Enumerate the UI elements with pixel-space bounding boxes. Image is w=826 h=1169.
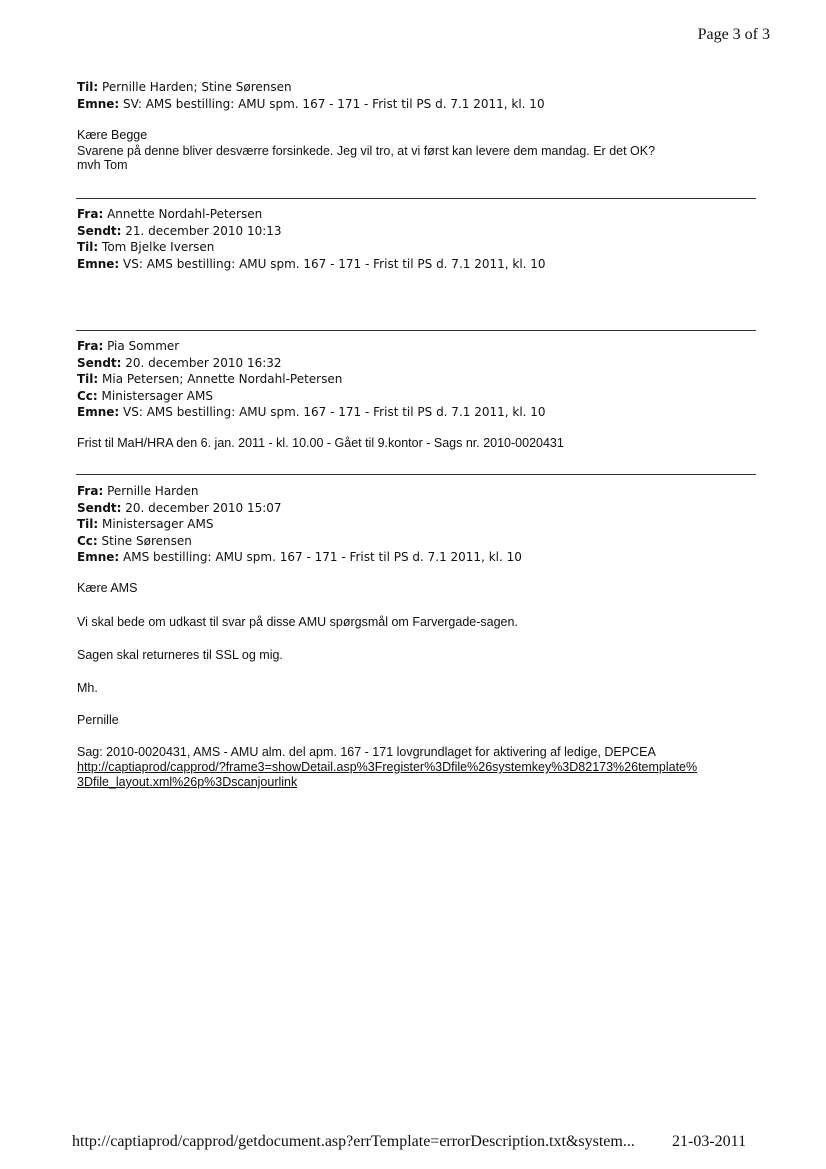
footer-date: 21-03-2011: [672, 1133, 747, 1150]
case-link[interactable]: http://captiaprod/capprod/?frame3=showDetail.asp%3Fregister%3Dfile%26systemkey%3D82173%26template%: [77, 760, 698, 774]
footer-url: http://captiaprod/capprod/getdocument.asp?errTemplate=errorDescription.txt&system...: [72, 1133, 635, 1150]
from-line: Fra: Annette Nordahl-Petersen: [77, 207, 263, 221]
separator: [76, 330, 756, 331]
cc-line: Cc: Ministersager AMS: [77, 388, 213, 403]
subject-line: Emne: SV: AMS bestilling: AMU spm. 167 - 171 - Frist til PS d. 7.1 2011, kl. 10: [77, 96, 545, 111]
subject-line: Emne: AMS bestilling: AMU spm. 167 - 171 - Frist til PS d. 7.1 2011, kl. 10: [77, 550, 522, 564]
body-line: Kære Begge: [77, 128, 148, 142]
email-2-header: [77, 338, 767, 421]
subject-line: Emne: VS: AMS bestilling: AMU spm. 167 - 171 - Frist til PS d. 7.1 2011, kl. 10: [77, 256, 546, 271]
paragraph: Vi skal bede om udkast til svar på disse AMU spørgsmål om Farvergade-sagen.: [77, 615, 518, 629]
body-line: Svarene på denne bliver desværre forsinkede. Jeg vil tro, at vi først kan levere dem mandag. Er det OK?: [77, 143, 656, 158]
case-link-continued[interactable]: 3Dfile_layout.xml%26p%3Dscanjourlink: [77, 775, 298, 789]
case-reference: [77, 745, 767, 790]
subject-line: Emne: VS: AMS bestilling: AMU spm. 167 - 171 - Frist til PS d. 7.1 2011, kl. 10: [77, 405, 546, 419]
closing: Mh.: [77, 681, 98, 695]
case-line: Sag: 2010-0020431, AMS - AMU alm. del apm. 167 - 171 lovgrundlaget for aktivering af ledige, DEPCEA: [77, 745, 656, 759]
paragraph: Sagen skal returneres til SSL og mig.: [77, 648, 283, 662]
email-1-header: [77, 206, 767, 272]
to-line: Til: Pernille Harden; Stine Sørensen: [77, 80, 292, 94]
body-line: mvh Tom: [77, 158, 128, 172]
email-top-body: [77, 127, 767, 173]
page-number: Page 3 of 3: [697, 26, 770, 43]
from-line: Fra: Pernille Harden: [77, 484, 199, 498]
email-top-header: [77, 79, 767, 112]
signature: Pernille: [77, 713, 119, 727]
sent-line: Sendt: 20. december 2010 15:07: [77, 500, 282, 515]
body-line: Frist til MaH/HRA den 6. jan. 2011 - kl. 10.00 - Gået til 9.kontor - Sags nr. 2010-0020431: [77, 436, 564, 450]
from-line: Fra: Pia Sommer: [77, 339, 180, 353]
sent-line: Sendt: 21. december 2010 10:13: [77, 223, 282, 238]
greeting: Kære AMS: [77, 581, 138, 595]
to-line: Til: Mia Petersen; Annette Nordahl-Petersen: [77, 372, 343, 386]
to-line: Til: Tom Bjelke Iversen: [77, 240, 215, 254]
email-3-header: [77, 483, 767, 566]
cc-line: Cc: Stine Sørensen: [77, 533, 192, 548]
separator: [76, 198, 756, 199]
to-line: Til: Ministersager AMS: [77, 517, 214, 531]
sent-line: Sendt: 20. december 2010 16:32: [77, 355, 282, 370]
separator: [76, 474, 756, 475]
email-2-body: [77, 435, 767, 452]
